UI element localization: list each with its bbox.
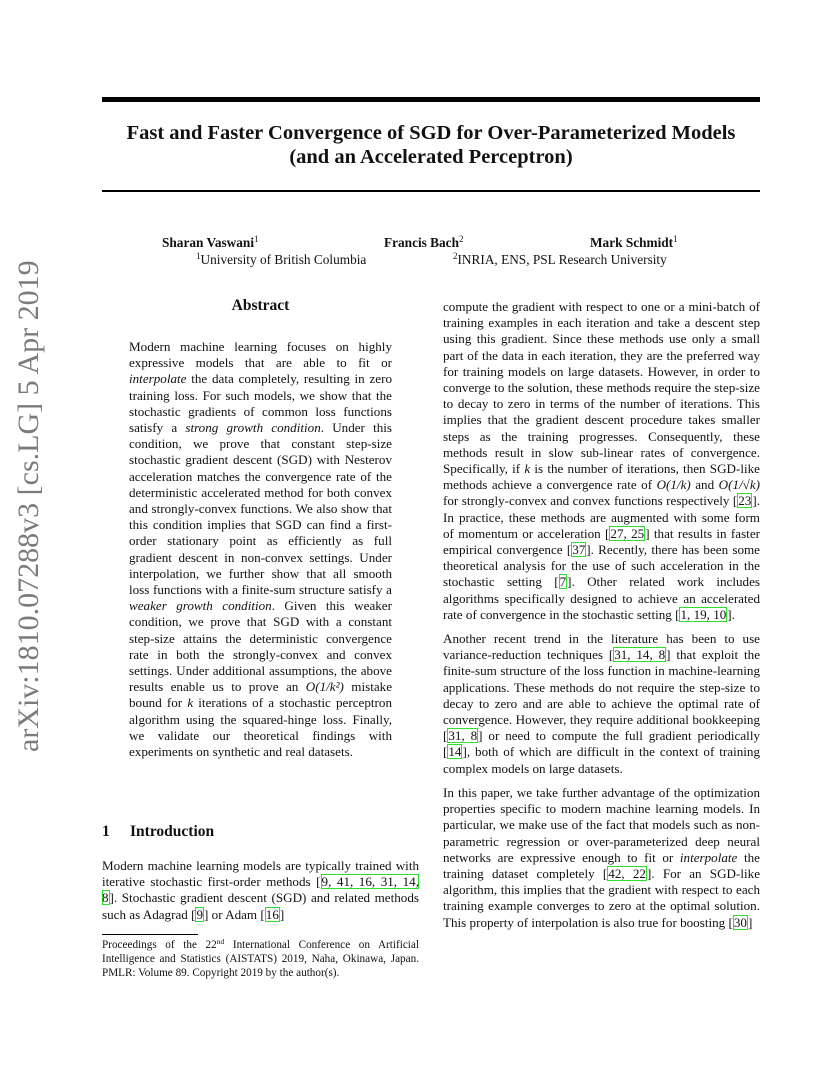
intro-text: . Stochastic gradient descent (SGD) and related methods such as Adagrad [102,890,419,922]
body-text: . For an SGD-like algorithm, this implies that the gradient with respect to each training example converges to zero at the optimal solution. This property of interpolation is also true for boosting [443,865,760,930]
citation-link[interactable]: 23 [738,493,752,509]
affiliation-1 [196,252,366,268]
abstract-text: Modern machine learning focuses on highly expressive models that are able to fit or [129,339,392,371]
citation-link[interactable]: 14 [448,744,462,760]
body-text: is the number of iterations, then SGD-like methods achieve a convergence rate of [443,461,760,493]
paragraph: In this paper, we take further advantage of the optimization properties specific to modern machine learning models. In particular, we make use of the fact that models such as non-parametric regression or over-parameterized deep neural networks are expressive enough to fit or interpolate the training dataset completely [42, 22]. For an SGD-like algorithm, this implies that the gradient with respect to each training example converges to zero at the optimal solution. This property of interpolation is also true for boosting [30] [443,784,760,930]
footnote-text: Proceedings of the 22 [102,939,217,951]
citation-link[interactable]: 37 [572,542,586,558]
citation-link[interactable]: 30 [733,914,747,930]
author-1 [162,235,259,251]
abstract-text: . Given this weaker condition, we prove that SGD with a constant step-size attains the deterministic convergence rate in both the strongly-convex and convex settings. Under additional assumptions, the above results enable us to prove an [129,598,392,695]
body-text: the training dataset completely [443,849,760,881]
section-number: 1 [102,823,110,840]
author-3 [590,235,678,251]
citation-link[interactable]: 7 [559,574,567,590]
abstract-heading: Abstract [231,297,290,314]
body-text: Another recent trend in the literature has been to use variance-reduction techniques [443,631,760,663]
math: O(1/k) [656,477,691,493]
paragraph: Another recent trend in the literature has been to use variance-reduction techniques [31, 14, 8] that exploit the finite-sum structure of the loss function in machine-learning applications. These methods do not require the step-size to decay to zero and are able to achieve the optimal rate of convergence. However, they require additional bookkeeping [31, 8] or need to compute the full gradient periodically [14], both of which are difficult in the context of training complex models on large datasets. [443,631,761,776]
abstract-math: k [187,695,194,711]
intro-text: or Adam [208,906,261,922]
body-text: . Recently, there has been some theoretical analysis for the use of such acceleration in the stochastic setting [443,542,760,590]
abstract-body [129,339,392,760]
citation-link[interactable]: 9, 41, 16, 31, 14, 8 [102,874,419,906]
right-column [443,299,760,939]
top-rule [102,97,760,102]
abstract-emphasis: strong growth condition [185,420,321,436]
body-text: . In practice, these methods are augmented with some form of momentum or acceleration [443,493,760,541]
body-text: for strongly-convex and convex functions respectively [443,493,733,509]
citation-link[interactable]: 1, 19, 10 [680,606,727,622]
footnote-rule [102,934,198,935]
affiliation-sup: 2 [453,251,458,261]
affiliation-2 [453,252,667,268]
author-name: Sharan Vaswani [162,235,255,250]
intro-text: Modern machine learning models are typically trained with iterative stochastic first-order methods [102,858,419,890]
section-heading-introduction [102,823,214,841]
citation-link[interactable]: 9 [196,906,204,922]
body-text: compute the gradient with respect to one or a mini-batch of training examples in each iteration and take a descent step using this gradient. Since these methods use only a small part of the data in each iteration, they are the preferred way for training models on large datasets. However, in order to converge to the solution, these methods require the step-size to decay to zero in terms of the number of iterations. This implies that the gradient descent procedure takes smaller steps as the training progresses. Consequently, these methods result in slow sub-linear rates of convergence. Specifically, if [443,299,760,477]
affiliation-text: University of British Columbia [200,252,367,267]
arxiv-stamp: arXiv:1810.07288v3 [cs.LG] 5 Apr 2019 [12,260,45,752]
math: O(1/√k) [718,477,760,493]
abstract-text: mistake bound for [129,679,393,711]
introduction-body: Modern machine learning models are typically trained with iterative stochastic first-order methods [9, 41, 16, 31, 14, 8]. Stochastic gradient descent (SGD) and related methods such as Adagrad [9] or Adam [16] [102,858,419,922]
author-sup: 1 [254,234,259,244]
emphasis: interpolate [679,849,738,865]
author-name: Mark Schmidt [590,235,674,250]
title-rule [102,190,760,192]
abstract-math: O(1/k²) [305,679,344,695]
affiliation-sup: 1 [196,251,201,261]
abstract-emphasis: interpolate [129,371,187,387]
author-name: Francis Bach [384,235,459,250]
body-text: that exploit the finite-sum structure of the loss function in machine-learning applications. These methods do not require the step-size to decay to zero and are able to achieve the optimal rate of convergence. However, they require additional bookkeeping [443,647,761,728]
citation-link[interactable]: 31, 8 [448,728,478,744]
body-text: . [731,606,735,622]
footnote-text: International Conference on Artificial Intelligence and Statistics (AISTATS) 2019, Naha, Okinawa, Japan. PMLR: Volume 89. Copyright 2019 by the author(s). [102,939,419,979]
body-text: and [690,477,719,493]
title-line-2: (and an Accelerated Perceptron) [289,146,573,168]
citation-link[interactable]: 27, 25 [610,525,645,541]
paragraph: compute the gradient with respect to one or a mini-batch of training examples in each iteration and take a descent step using this gradient. Since these methods use only a small part of the data in each iteration, they are the preferred way for training models on large datasets. However, in order to converge to the solution, these methods require the step-size to decay to zero in terms of the number of iterations. This implies that the gradient descent procedure takes smaller steps as the training progresses. Consequently, these methods result in slow sub-linear rates of convergence. Specifically, if k is the number of iterations, then SGD-like methods achieve a convergence rate of O(1/k) and O(1/√k) for strongly-convex and convex functions respectively [23]. In practice, these methods are augmented with some form of momentum or acceleration [27, 25] that results in faster empirical convergence [37]. Recently, there has been some theoretical analysis for the use of such acceleration in the stochastic setting [7]. Other related work includes algorithms specifically designed to achieve an accelerated rate of convergence in the stochastic setting [1, 19, 10]. [443,299,760,622]
affiliation-text: INRIA, ENS, PSL Research University [457,252,667,267]
author-sup: 1 [673,234,678,244]
author-sup: 2 [458,234,464,244]
citation-link[interactable]: 16 [265,906,279,922]
citation-link[interactable]: 42, 22 [608,865,646,881]
section-title: Introduction [130,823,215,840]
footnote [102,939,419,980]
abstract-emphasis: weaker growth condition [129,598,272,614]
footnote-sup: nd [216,937,225,946]
paper-title [102,121,760,169]
title-line-1: Fast and Faster Convergence of SGD for Over-Parameterized Models [126,122,736,144]
body-text: In this paper, we take further advantage of the optimization properties specific to modern machine learning models. In particular, we make use of the fact that models such as non-parametric regression or over-parameterized deep neural networks are expressive enough to fit or [443,784,760,865]
body-text: , both of which are difficult in the context of training complex models on large datasets. [443,744,760,776]
citation-link[interactable]: 31, 14, 8 [614,647,666,663]
abstract-text: . Under this condition, we prove that constant step-size stochastic gradient descent (SGD) with Nesterov acceleration matches the convergence rate of the deterministic accelerated method for both convex and strongly-convex functions. We also show that this condition implies that SGD can find a first-order stationary point as efficiently as full gradient descent in non-convex settings. Under interpolation, we further show that all smooth loss functions with a finite-sum structure satisfy a [129,420,392,598]
body-text: that results in faster empirical convergence [443,525,760,558]
abstract-text: iterations of a stochastic perceptron algorithm using the squared-hinge loss. Finally, we validate our theoretical findings with experiments on synthetic and real datasets. [129,695,392,760]
abstract-text: the data completely, resulting in zero training loss. For such models, we show that the stochastic gradients of common loss functions satisfy a [129,371,392,436]
author-2 [384,235,463,251]
math: k [524,461,531,477]
body-text: or need to compute the full gradient periodically [482,728,761,744]
body-text: . Other related work includes algorithms specifically designed to achieve an accelerated rate of convergence in the stochastic setting [443,574,760,622]
